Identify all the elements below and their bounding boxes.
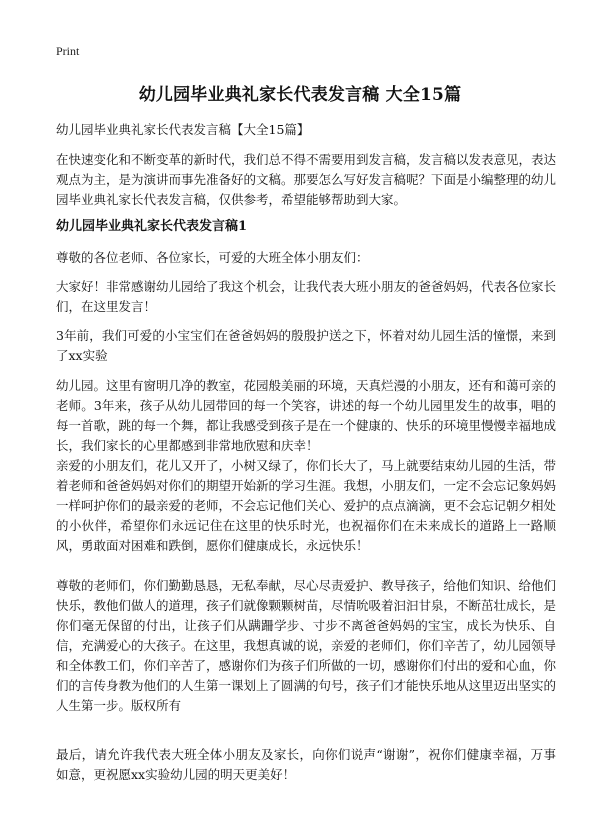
body-paragraph: 幼儿园。这里有窗明几净的教室，花园般美丽的环境，天真烂漫的小朋友，还有和蔼可亲的老师。3年来，孩子从幼儿园带回的每一个笑容，讲述的每一个幼儿园里发生的故事，唱的 每一首歌，跳的每一个舞，都让我感受到孩子是在一个健康的、快乐的环境里慢慢幸福地成长，我们家长的心里都感到非常地欣慰和庆幸！ — [56, 378, 557, 453]
body-paragraph: 尊敬的老师们，你们勤勤恳恳，无私奉献，尽心尽责爱护、教导孩子，给他们知识、给他们快乐，教他们做人的道理，孩子们就像颗颗树苗，尽情吮吸着汩汩甘泉，不断茁壮成长，是你们毫无保留的付出，让孩子们从蹒跚学步、寸步不离爸爸妈妈的宝宝，成长为快乐、自信，充满爱心的大孩子。在这里，我想真诚的说，亲爱的老师们，你们辛苦了，幼儿园领导和全体教工们，你们辛苦了，感谢你们为孩子们所做的一切，感谢你们付出的爱和心血，你们的言传身教为他们的人生第一课划上了圆满的句号，孩子们才能快乐地从这里迈出坚实的人生第一步。版权所有 — [56, 578, 557, 713]
section-heading: 幼儿园毕业典礼家长代表发言稿1 — [56, 219, 248, 234]
closing-paragraph: 最后，请允许我代表大班全体小朋友及家长，向你们说声“谢谢”，祝你们健康幸福，万事如意，更祝愿xx实验幼儿园的明天更美好！ — [56, 747, 556, 782]
intro-paragraph: 在快速变化和不断变革的新时代，我们总不得不需要用到发言稿，发言稿以发表意见，表达观点为主，是为演讲而事先准备好的文稿。那要怎么写好发言稿呢？下面是小编整理的幼儿园毕业典礼家长代表发言稿，仅供参考，希望能够帮助到大家。 — [56, 152, 557, 207]
body-paragraph: 大家好！非常感谢幼儿园给了我这个机会，让我代表大班小朋友的爸爸妈妈，代表各位家长们，在这里发言！ — [56, 279, 557, 314]
body-paragraph: 亲爱的小朋友们，花儿又开了，小树又绿了，你们长大了，马上就要结束幼儿园的生活，带着老师和爸爸妈妈对你们的期望开始新的学习生涯。我想，小朋友们，一定不会忘记象妈妈一样呵护你们的最亲爱的老师，不会忘记他们关心、爱护的点点滴滴，更不会忘记朝夕相处的小伙伴，希望你们永远记住在这里的快乐时光，也祝福你们在未来成长的道路上一路顺风，勇敢面对困难和跌倒，愿你们健康成长，永远快乐！ — [56, 458, 557, 553]
body-paragraph: 3年前，我们可爱的小宝宝们在爸爸妈妈的殷殷护送之下，怀着对幼儿园生活的憧憬，来到了xx实验 — [56, 328, 556, 363]
document-subtitle: 幼儿园毕业典礼家长代表发言稿【大全15篇】 — [56, 122, 310, 137]
print-label: Print — [56, 44, 80, 58]
greeting-paragraph: 尊敬的各位老师、各位家长，可爱的大班全体小朋友们： — [56, 250, 369, 265]
document-title: 幼儿园毕业典礼家长代表发言稿 大全15篇 — [138, 85, 462, 105]
